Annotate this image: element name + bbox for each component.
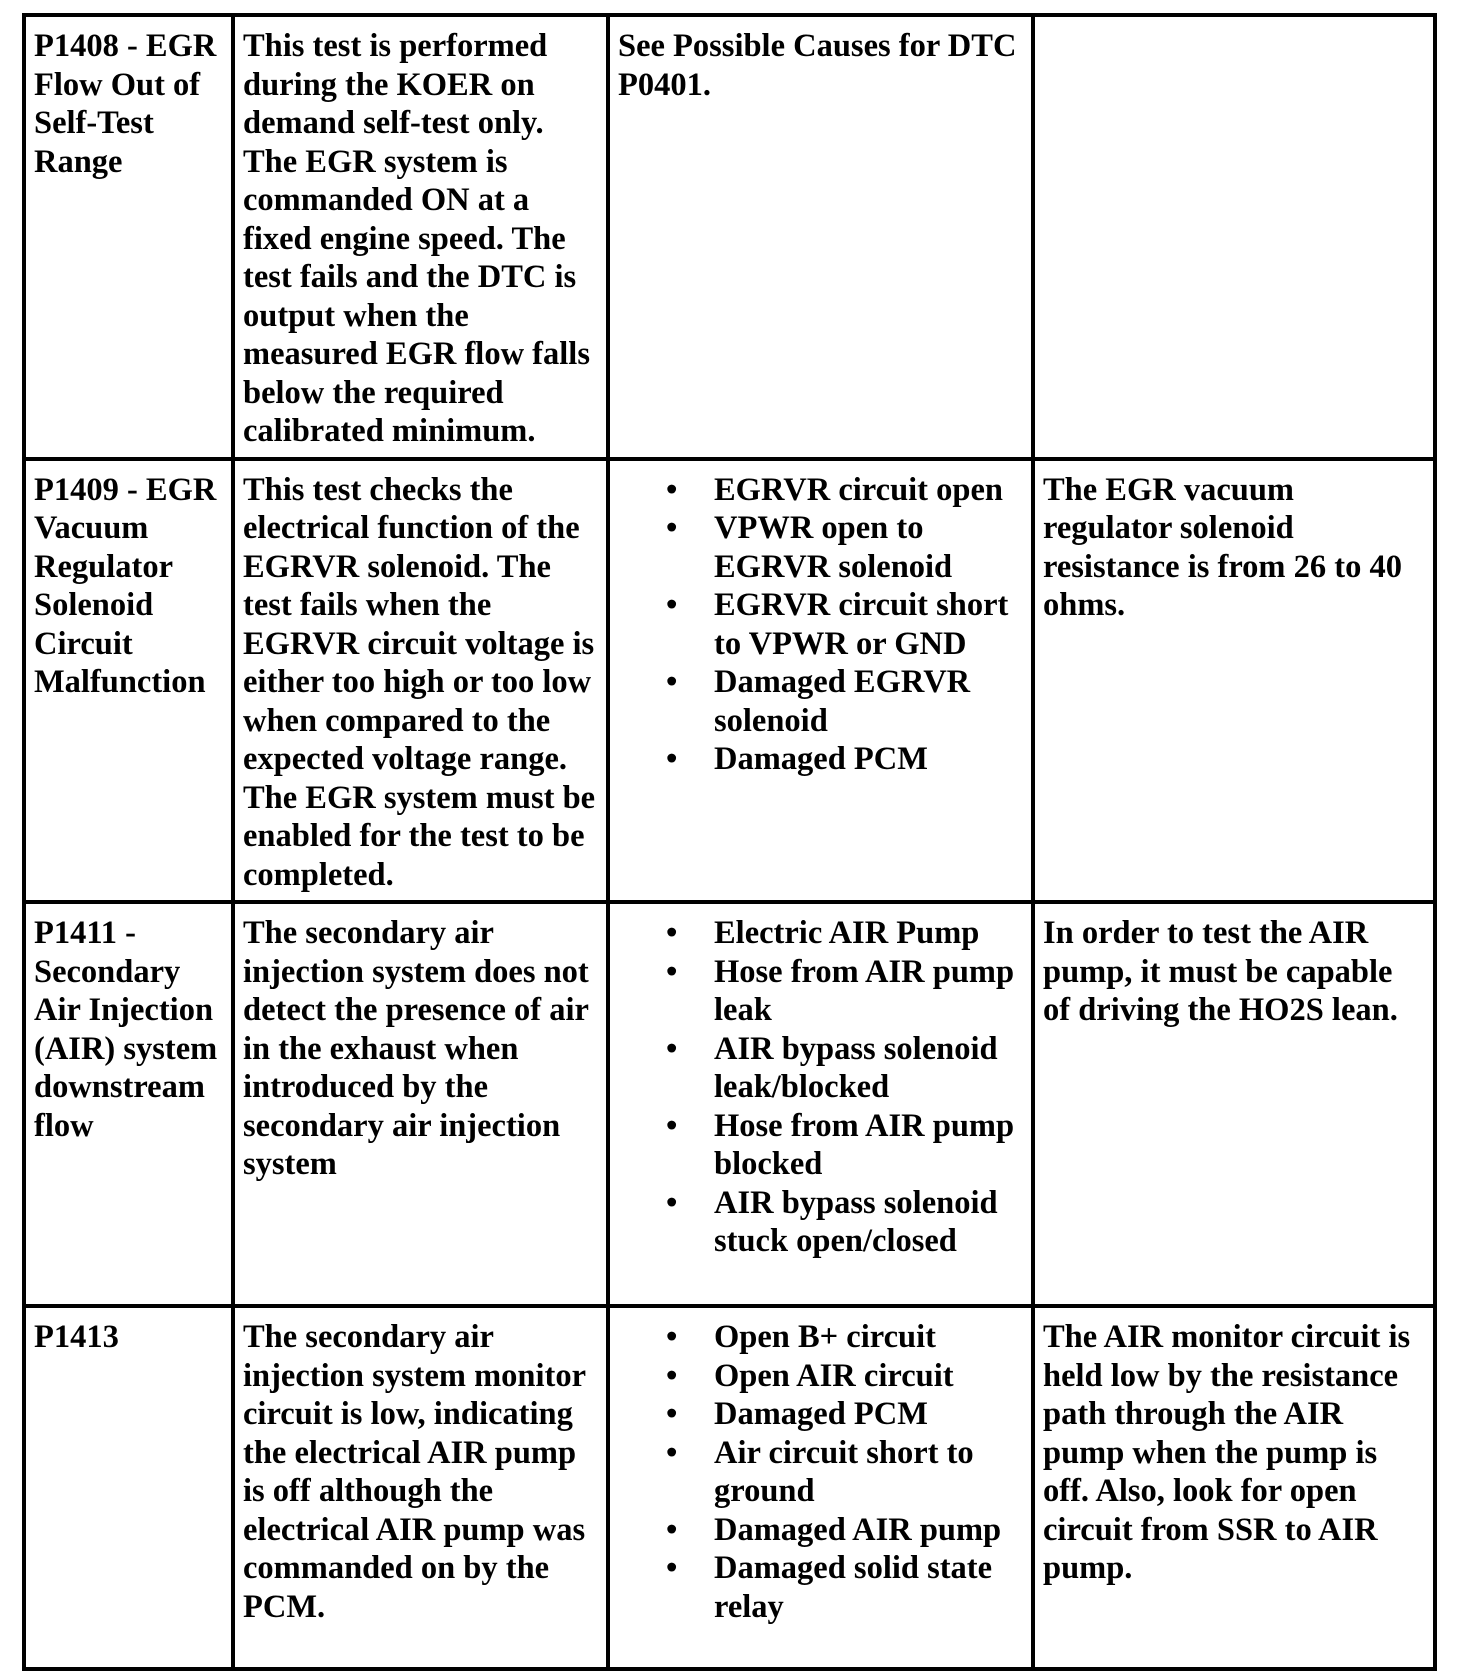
- list-item: • VPWR open to EGRVR solenoid: [618, 509, 1023, 586]
- possible-causes-cell: [608, 459, 1033, 903]
- possible-causes-cell: [608, 1306, 1033, 1669]
- notes-cell: The EGR vacuum regulator solenoid resistance is from 26 to 40 ohms.: [1033, 459, 1435, 903]
- list-item: • Damaged solid state relay: [618, 1549, 1023, 1626]
- dtc-code-cell: P1411 - Secondary Air Injection (AIR) system downstream flow: [24, 902, 233, 1306]
- possible-causes-cell: [608, 902, 1033, 1306]
- table-row: [24, 15, 1435, 459]
- table-row: [24, 459, 1435, 903]
- dtc-code-cell: P1409 - EGR Vacuum Regulator Solenoid Circuit Malfunction: [24, 459, 233, 903]
- list-item: • Damaged EGRVR solenoid: [618, 663, 1023, 740]
- dtc-code-cell: P1408 - EGR Flow Out of Self-Test Range: [24, 15, 233, 459]
- list-item: • AIR bypass solenoid stuck open/closed: [618, 1184, 1023, 1261]
- causes-list: [618, 1318, 1023, 1626]
- list-item: • Open AIR circuit: [618, 1357, 1023, 1396]
- description-cell: The secondary air injection system does not detect the presence of air in the exhaust when introduced by the secondary air injection system: [233, 902, 608, 1306]
- list-item: • Damaged AIR pump: [618, 1511, 1023, 1550]
- list-item: • Electric AIR Pump: [618, 914, 1023, 953]
- possible-causes-cell: [608, 15, 1033, 459]
- notes-cell: The AIR monitor circuit is held low by the resistance path through the AIR pump when the pump is off. Also, look for open circuit from SSR to AIR pump.: [1033, 1306, 1435, 1669]
- dtc-code-cell: P1413: [24, 1306, 233, 1669]
- list-item: • Damaged PCM: [618, 740, 1023, 779]
- description-cell: This test checks the electrical function of the EGRVR solenoid. The test fails when the EGRVR circuit voltage is either too high or too low when compared to the expected voltage range. The EGR system must be enabled for the test to be completed.: [233, 459, 608, 903]
- causes-list: [618, 471, 1023, 779]
- notes-cell: In order to test the AIR pump, it must be capable of driving the HO2S lean.: [1033, 902, 1435, 1306]
- description-cell: The secondary air injection system monitor circuit is low, indicating the electrical AIR pump is off although the electrical AIR pump was commanded on by the PCM.: [233, 1306, 608, 1669]
- dtc-table: [22, 13, 1437, 1671]
- list-item: • Hose from AIR pump blocked: [618, 1107, 1023, 1184]
- description-cell: This test is performed during the KOER on demand self-test only. The EGR system is commanded ON at a fixed engine speed. The test fails and the DTC is output when the measured EGR flow falls below the required calibrated minimum.: [233, 15, 608, 459]
- list-item: • EGRVR circuit short to VPWR or GND: [618, 586, 1023, 663]
- list-item: • Open B+ circuit: [618, 1318, 1023, 1357]
- notes-cell: [1033, 15, 1435, 459]
- list-item: • EGRVR circuit open: [618, 471, 1023, 510]
- possible-causes-text: See Possible Causes for DTC P0401.: [618, 28, 1017, 103]
- list-item: • Hose from AIR pump leak: [618, 953, 1023, 1030]
- table-row: [24, 1306, 1435, 1669]
- list-item: • Air circuit short to ground: [618, 1434, 1023, 1511]
- causes-list: [618, 914, 1023, 1261]
- list-item: • AIR bypass solenoid leak/blocked: [618, 1030, 1023, 1107]
- list-item: • Damaged PCM: [618, 1395, 1023, 1434]
- table-row: [24, 902, 1435, 1306]
